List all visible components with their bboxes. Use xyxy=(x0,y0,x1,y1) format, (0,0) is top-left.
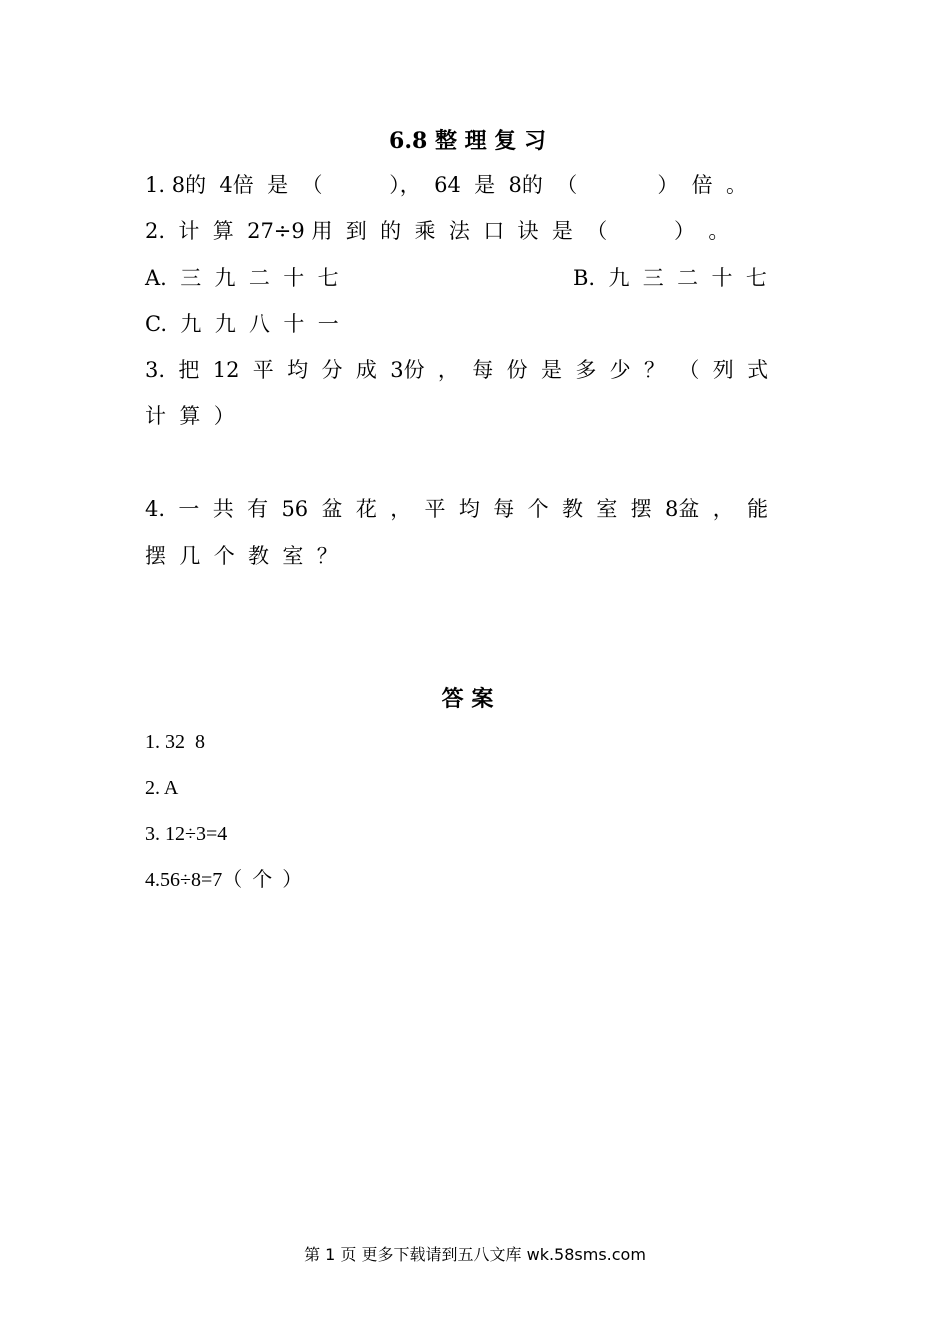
question-2-option-b: B. 九 三 二 十 七 xyxy=(573,266,767,290)
answer-4: 4.56÷8=7（ 个 ） xyxy=(145,869,303,891)
page-title: 6.8 整 理 复 习 xyxy=(389,128,546,154)
answer-1: 1. 32 8 xyxy=(145,731,205,753)
question-4-line-1: 4. 一 共 有 56 盆 花 ， 平 均 每 个 教 室 摆 8盆 ， 能 xyxy=(145,497,769,521)
page-footer: 第 1 页 更多下载请到五八文库 wk.58sms.com xyxy=(304,1245,646,1264)
answer-3: 3. 12÷3=4 xyxy=(145,823,228,845)
question-2-option-a: A. 三 九 二 十 七 xyxy=(145,266,339,290)
question-2: 2. 计 算 27÷9 用 到 的 乘 法 口 诀 是 （ ） 。 xyxy=(145,219,730,243)
answers-title: 答 案 xyxy=(441,686,494,712)
answer-2: 2. A xyxy=(145,777,179,799)
question-2-option-c: C. 九 九 八 十 一 xyxy=(145,312,339,336)
question-1: 1. 8的 4倍 是 （ ）， 64 是 8的 （ ） 倍 。 xyxy=(145,173,748,197)
question-4-line-2: 摆 几 个 教 室 ？ xyxy=(145,544,338,568)
question-3-line-1: 3. 把 12 平 均 分 成 3份 ， 每 份 是 多 少 ？ （ 列 式 xyxy=(145,358,769,382)
question-3-line-2: 计 算 ） xyxy=(145,404,235,428)
